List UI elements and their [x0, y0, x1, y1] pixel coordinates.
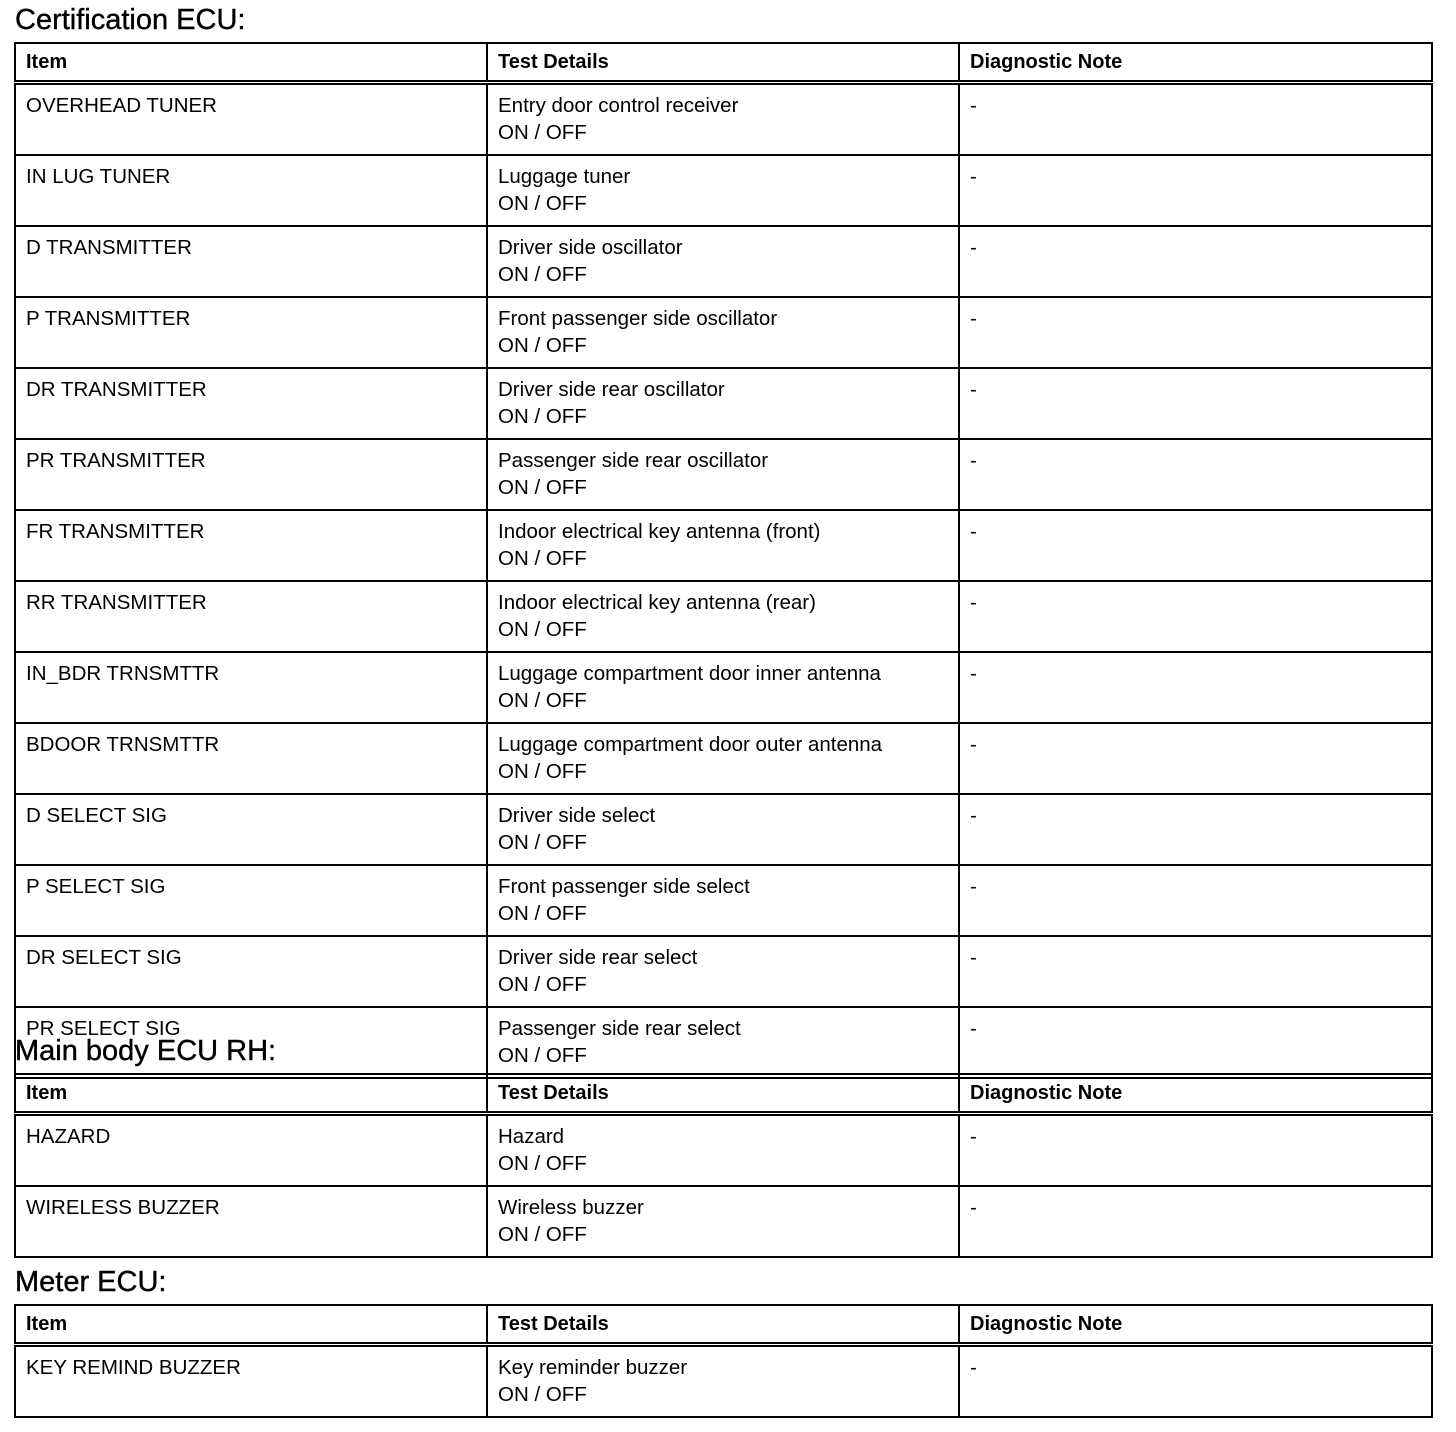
- table-row: [15, 226, 1432, 297]
- column-header-diagnostic-note: Diagnostic Note: [959, 1305, 1432, 1345]
- item-cell: BDOOR TRNSMTTR: [15, 723, 487, 794]
- test-details-cell: [487, 794, 959, 865]
- item-cell: PR SELECT SIG: [15, 1007, 487, 1078]
- test-state-range: ON / OFF: [498, 1152, 587, 1175]
- item-cell: D TRANSMITTER: [15, 226, 487, 297]
- diagnostic-note-cell: -: [959, 297, 1432, 368]
- table-row: [15, 581, 1432, 652]
- table-row: [15, 297, 1432, 368]
- item-cell: D SELECT SIG: [15, 794, 487, 865]
- test-description: Entry door control receiver: [498, 94, 739, 117]
- main-body-ecu-table: [14, 1073, 1433, 1258]
- table-row: [15, 1186, 1432, 1257]
- table-row: [15, 1345, 1432, 1418]
- test-state-range: ON / OFF: [498, 760, 587, 783]
- item-cell: P SELECT SIG: [15, 865, 487, 936]
- diagnostic-note-cell: -: [970, 1196, 977, 1219]
- test-description: Luggage compartment door inner antenna: [498, 662, 881, 685]
- table-row: [15, 865, 1432, 936]
- column-header-test-details: Test Details: [487, 43, 959, 83]
- test-state-range: ON / OFF: [498, 1383, 587, 1406]
- section-title: Main body ECU RH:: [15, 1035, 277, 1067]
- table-row: [15, 794, 1432, 865]
- diagnostic-note-cell: -: [959, 865, 1432, 936]
- test-state-range: ON / OFF: [498, 121, 587, 144]
- diagnostic-note-cell: -: [959, 510, 1432, 581]
- test-details-cell: [487, 1345, 959, 1418]
- item-cell: PR TRANSMITTER: [15, 439, 487, 510]
- diagnostic-note-cell: -: [970, 1356, 977, 1379]
- item-cell: OVERHEAD TUNER: [15, 83, 487, 156]
- test-description: Driver side rear oscillator: [498, 378, 725, 401]
- test-state-range: ON / OFF: [498, 476, 587, 499]
- diagnostic-note-cell: -: [959, 1114, 1432, 1187]
- table-row: [15, 439, 1432, 510]
- table-row: [15, 368, 1432, 439]
- column-header-test-details: Test Details: [487, 1074, 959, 1114]
- test-description: Driver side select: [498, 804, 656, 827]
- column-header-item: Item: [15, 1305, 487, 1345]
- meter-ecu-table: [14, 1304, 1433, 1418]
- test-state-range: ON / OFF: [498, 547, 587, 570]
- test-details-cell: [487, 581, 959, 652]
- column-header-test-details: Test Details: [487, 1305, 959, 1345]
- test-state-range: ON / OFF: [498, 689, 587, 712]
- item-cell: HAZARD: [15, 1114, 487, 1187]
- column-header-item: Item: [15, 1074, 487, 1114]
- test-description: Luggage compartment door outer antenna: [498, 733, 883, 756]
- item-cell: DR SELECT SIG: [15, 936, 487, 1007]
- item-cell: FR TRANSMITTER: [15, 510, 487, 581]
- test-details-cell: [487, 226, 959, 297]
- test-state-range: ON / OFF: [498, 334, 587, 357]
- table-row: [15, 723, 1432, 794]
- header-row: [15, 1305, 1432, 1345]
- item-cell: DR TRANSMITTER: [15, 368, 487, 439]
- item-cell: IN_BDR TRNSMTTR: [15, 652, 487, 723]
- header-row: [15, 1074, 1432, 1114]
- table-row: [15, 83, 1432, 156]
- test-details-cell: [487, 297, 959, 368]
- section-title: Certification ECU:: [15, 4, 246, 36]
- table-row: [15, 155, 1432, 226]
- diagnostic-note-cell: -: [959, 652, 1432, 723]
- test-description: Driver side oscillator: [498, 236, 683, 259]
- table-row: [15, 1114, 1432, 1187]
- test-description: Indoor electrical key antenna (front): [498, 520, 821, 543]
- diagnostic-note-cell: -: [959, 794, 1432, 865]
- item-cell: RR TRANSMITTER: [15, 581, 487, 652]
- main-body-ecu-section: [14, 1035, 1431, 1258]
- item-cell: IN LUG TUNER: [15, 155, 487, 226]
- test-details-cell: [487, 936, 959, 1007]
- table-row: [15, 652, 1432, 723]
- diagnostic-note-cell: -: [959, 155, 1432, 226]
- test-details-cell: [487, 1114, 959, 1187]
- test-details-cell: [487, 723, 959, 794]
- test-details-cell: [487, 83, 959, 156]
- test-state-range: ON / OFF: [498, 192, 587, 215]
- column-header-diagnostic-note: Diagnostic Note: [959, 1074, 1432, 1114]
- test-description: Passenger side rear select: [498, 1017, 741, 1040]
- item-cell: P TRANSMITTER: [15, 297, 487, 368]
- test-details-cell: [487, 652, 959, 723]
- diagnostic-note-cell: -: [959, 439, 1432, 510]
- test-description: Wireless buzzer: [498, 1196, 644, 1219]
- test-description: Key reminder buzzer: [498, 1356, 688, 1379]
- diagnostic-note-cell: -: [959, 723, 1432, 794]
- table-row: [15, 510, 1432, 581]
- test-description: Indoor electrical key antenna (rear): [498, 591, 816, 614]
- item-cell: WIRELESS BUZZER: [15, 1186, 487, 1257]
- test-state-range: ON / OFF: [498, 902, 587, 925]
- test-state-range: ON / OFF: [498, 1044, 587, 1067]
- table-row: [15, 936, 1432, 1007]
- diagnostic-note-cell: -: [959, 368, 1432, 439]
- diagnostic-note-cell: -: [959, 226, 1432, 297]
- header-row: [15, 43, 1432, 83]
- column-header-diagnostic-note: Diagnostic Note: [959, 43, 1432, 83]
- test-state-range: ON / OFF: [498, 973, 587, 996]
- column-header-item: Item: [15, 43, 487, 83]
- test-description: Hazard: [498, 1125, 565, 1148]
- test-description: Front passenger side oscillator: [498, 307, 778, 330]
- diagnostic-note-cell: -: [970, 1017, 977, 1040]
- test-state-range: ON / OFF: [498, 831, 587, 854]
- test-state-range: ON / OFF: [498, 405, 587, 428]
- test-description: Luggage tuner: [498, 165, 631, 188]
- test-details-cell: [487, 865, 959, 936]
- test-state-range: ON / OFF: [498, 263, 587, 286]
- test-details-cell: [487, 1186, 959, 1257]
- test-description: Passenger side rear oscillator: [498, 449, 769, 472]
- test-details-cell: [487, 510, 959, 581]
- section-title: Meter ECU:: [15, 1266, 167, 1298]
- certification-ecu-table: [14, 42, 1433, 1079]
- test-details-cell: [487, 439, 959, 510]
- diagnostic-note-cell: -: [959, 581, 1432, 652]
- meter-ecu-section: [14, 1266, 1431, 1418]
- test-state-range: ON / OFF: [498, 1223, 587, 1246]
- item-cell: KEY REMIND BUZZER: [15, 1345, 487, 1418]
- diagnostic-note-cell: -: [959, 936, 1432, 1007]
- certification-ecu-section: [14, 4, 1431, 1079]
- test-details-cell: [487, 155, 959, 226]
- diagnostic-note-cell: -: [959, 83, 1432, 156]
- test-details-cell: [487, 368, 959, 439]
- test-description: Driver side rear select: [498, 946, 698, 969]
- test-description: Front passenger side select: [498, 875, 750, 898]
- test-state-range: ON / OFF: [498, 618, 587, 641]
